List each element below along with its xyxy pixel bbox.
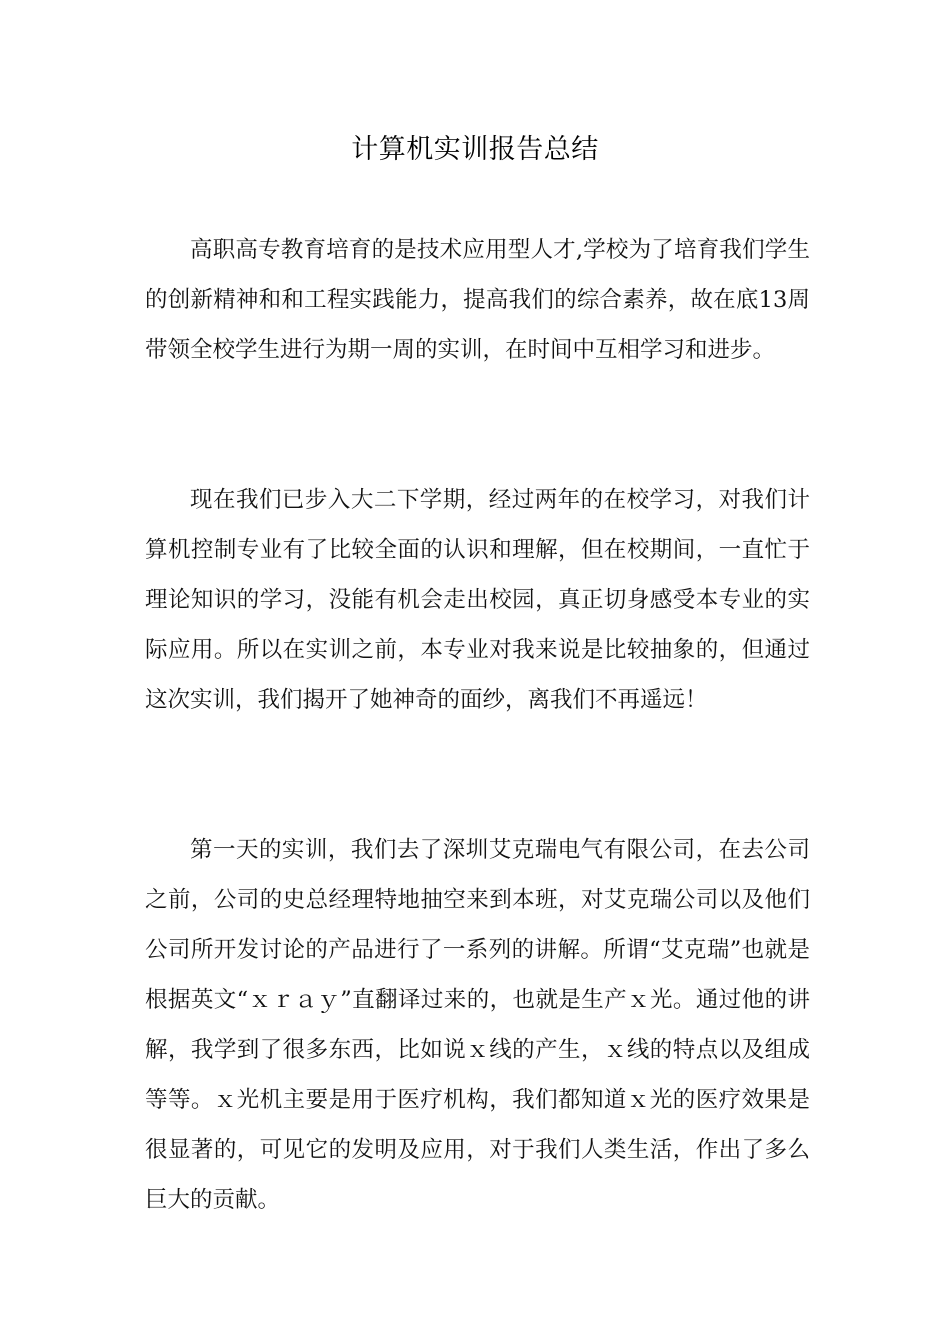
document-title: 计算机实训报告总结 <box>351 134 599 165</box>
paragraph-background: 现在我们已步入大二下学期，经过两年的在校学习，对我们计算机控制专业有了比较全面的认识和理解，但在校期间，一直忙于理论知识的学习，没能有机会走出校园，真正切身感受本专业的实际应用。所以在实训之前，本专业对我来说是比较抽象的，但通过这次实训，我们揭开了她神奇的面纱，离我们不再遥远！ <box>145 487 810 713</box>
paragraph-intro: 高职高专教育培育的是技术应用型人才,学校为了培育我们学生的创新精神和和工程实践能力，提高我们的综合素养，故在底13周带领全校学生进行为期一周的实训，在时间中互相学习和进步。 <box>145 237 810 363</box>
paragraph-first-day: 第一天的实训，我们去了深圳艾克瑞电气有限公司，在去公司之前，公司的史总经理特地抽空来到本班，对艾克瑞公司以及他们公司所开发讨论的产品进行了一系列的讲解。所谓“艾克瑞”也就是根据英文“ｘｒａｙ”直翻译过来的，也就是生产ｘ光。通过他的讲解，我学到了很多东西，比如说ｘ线的产生，ｘ线的特点以及组成等等。ｘ光机主要是用于医疗机构，我们都知道ｘ光的医疗效果是很显著的，可见它的发明及应用，对于我们人类生活，作出了多么巨大的贡献。 <box>145 837 810 1213</box>
